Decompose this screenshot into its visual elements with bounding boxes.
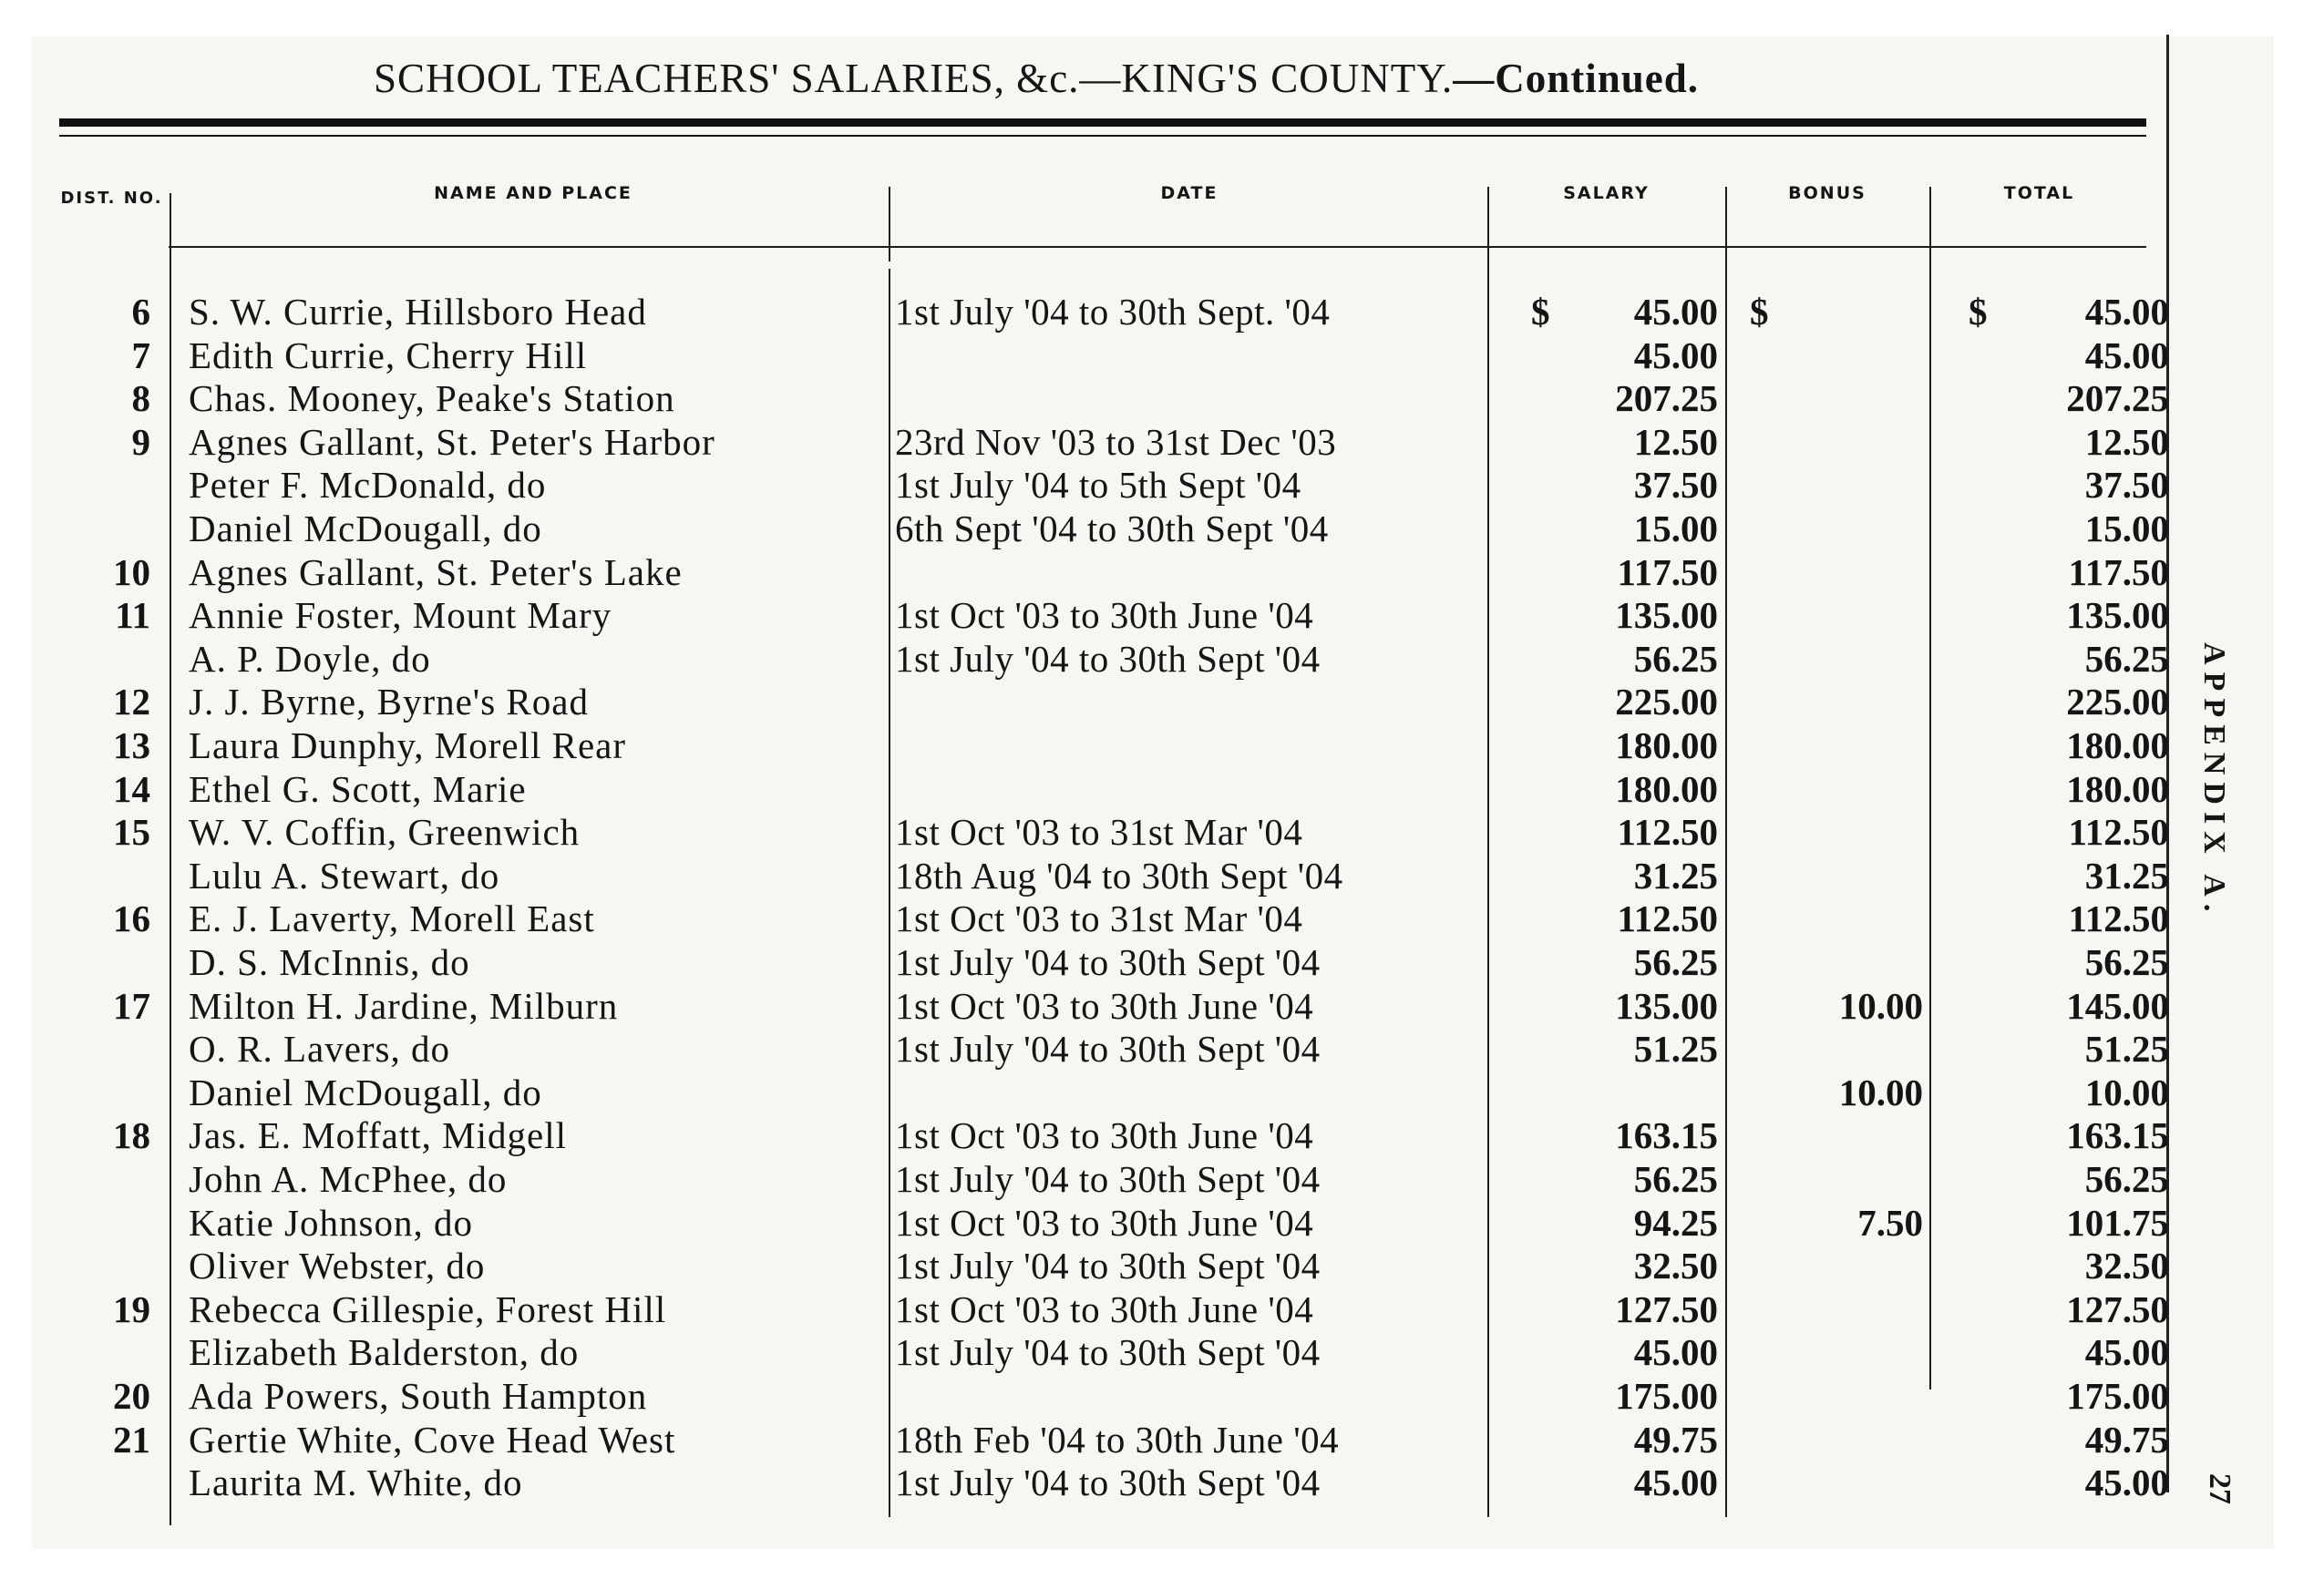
salary-cell: 94.25	[1633, 1201, 1718, 1244]
total-cell: 15.00	[2084, 508, 2169, 549]
salary-cell: 32.50	[1633, 1245, 1718, 1287]
column-header-total: TOTAL	[2003, 183, 2075, 203]
total-cell: 207.25	[2066, 377, 2169, 420]
name-place-cell: O. R. Lavers, do	[189, 1028, 451, 1071]
table-row	[0, 1461, 2324, 1504]
dist-number-cell: 17	[113, 984, 150, 1027]
dist-number-cell: 14	[113, 767, 150, 810]
name-place-cell: Daniel McDougall, do	[189, 508, 542, 549]
date-cell: 1st July '04 to 30th Sept '04	[895, 1331, 1321, 1374]
name-place-cell: Lulu A. Stewart, do	[189, 854, 500, 897]
date-cell: 1st Oct '03 to 31st Mar '04	[895, 811, 1303, 854]
table-row	[0, 1201, 2324, 1245]
salary-cell: 117.50	[1617, 550, 1718, 593]
table-row	[0, 810, 2324, 854]
date-cell: 1st Oct '03 to 30th June '04	[895, 1201, 1314, 1244]
currency-symbol-bonus: $	[1750, 291, 1769, 333]
date-cell: 1st Oct '03 to 31st Mar '04	[895, 897, 1303, 940]
name-place-cell: Jas. E. Moffatt, Midgell	[189, 1114, 567, 1157]
dist-number-cell: 11	[115, 594, 150, 637]
name-place-cell: Ada Powers, South Hampton	[189, 1375, 648, 1417]
name-place-cell: Edith Currie, Cherry Hill	[189, 333, 588, 376]
salary-cell: 56.25	[1633, 637, 1718, 680]
table-row	[0, 1071, 2324, 1114]
page-number: 27	[2203, 1473, 2237, 1504]
header-bottom-rule	[169, 246, 2146, 248]
salary-cell: 207.25	[1615, 377, 1718, 420]
column-divider-name-header	[889, 187, 890, 262]
salary-cell: 112.50	[1617, 811, 1718, 854]
table-row	[0, 1027, 2324, 1071]
table-row	[0, 637, 2324, 681]
salary-cell: 56.25	[1633, 941, 1718, 983]
total-cell: 163.15	[2066, 1114, 2169, 1157]
date-cell: 1st July '04 to 30th Sept '04	[895, 1245, 1321, 1287]
table-row	[0, 333, 2324, 377]
name-place-cell: Peter F. McDonald, do	[189, 464, 547, 507]
total-cell: 45.00	[2084, 1331, 2169, 1374]
salary-cell: 135.00	[1615, 984, 1718, 1027]
name-place-cell: E. J. Laverty, Morell East	[189, 897, 595, 940]
total-cell: 145.00	[2066, 984, 2169, 1027]
total-cell: 45.00	[2084, 333, 2169, 376]
table-row	[0, 723, 2324, 767]
title-main: SCHOOL TEACHERS' SALARIES, &c.—KING'S COUNTY.	[374, 56, 1454, 101]
name-place-cell: Agnes Gallant, St. Peter's Lake	[189, 550, 683, 593]
total-cell: 56.25	[2084, 637, 2169, 680]
dist-number-cell: 6	[131, 291, 150, 333]
table-row	[0, 550, 2324, 594]
salary-cell: 37.50	[1633, 464, 1718, 507]
column-header-bonus: BONUS	[1788, 183, 1866, 203]
total-cell: 112.50	[2068, 897, 2169, 940]
total-cell: 56.25	[2084, 941, 2169, 983]
dist-number-cell: 15	[113, 811, 150, 854]
salary-cell: 45.00	[1633, 1461, 1718, 1504]
total-cell: 31.25	[2084, 854, 2169, 897]
date-cell: 1st July '04 to 30th Sept. '04	[895, 291, 1331, 333]
name-place-cell: Rebecca Gillespie, Forest Hill	[189, 1287, 667, 1330]
name-place-cell: Annie Foster, Mount Mary	[189, 594, 612, 637]
table-row	[0, 940, 2324, 984]
table-row	[0, 463, 2324, 507]
name-place-cell: John A. McPhee, do	[189, 1158, 508, 1200]
salary-cell: 180.00	[1615, 767, 1718, 810]
date-cell: 18th Aug '04 to 30th Sept '04	[895, 854, 1343, 897]
bonus-cell: 10.00	[1838, 984, 1923, 1027]
total-cell: 117.50	[2068, 550, 2169, 593]
date-cell: 1st Oct '03 to 30th June '04	[895, 1287, 1314, 1330]
total-cell: 45.00	[2084, 291, 2169, 333]
total-cell: 32.50	[2084, 1245, 2169, 1287]
table-row	[0, 1287, 2324, 1331]
name-place-cell: Elizabeth Balderston, do	[189, 1331, 580, 1374]
name-place-cell: S. W. Currie, Hillsboro Head	[189, 291, 647, 333]
dist-number-cell: 10	[113, 550, 150, 593]
salary-cell: 51.25	[1633, 1028, 1718, 1071]
salary-cell: 56.25	[1633, 1158, 1718, 1200]
salary-cell: 175.00	[1615, 1375, 1718, 1417]
name-place-cell: Milton H. Jardine, Milburn	[189, 984, 619, 1027]
name-place-cell: Agnes Gallant, St. Peter's Harbor	[189, 420, 715, 463]
column-header-dist: DIST. NO.	[60, 189, 163, 208]
date-cell: 1st Oct '03 to 30th June '04	[895, 1114, 1314, 1157]
bonus-cell: 10.00	[1838, 1071, 1923, 1113]
total-cell: 12.50	[2084, 420, 2169, 463]
table-row	[0, 984, 2324, 1028]
salary-cell: 45.00	[1633, 333, 1718, 376]
name-place-cell: Katie Johnson, do	[189, 1201, 473, 1244]
salary-cell: 12.50	[1633, 420, 1718, 463]
column-header-salary: SALARY	[1563, 183, 1650, 203]
table-row	[0, 680, 2324, 723]
dist-number-cell: 21	[113, 1418, 150, 1461]
table-row	[0, 1374, 2324, 1418]
total-cell: 101.75	[2066, 1201, 2169, 1244]
date-cell: 1st July '04 to 30th Sept '04	[895, 1028, 1321, 1071]
header-rule-thick	[59, 118, 2146, 127]
salary-cell: 163.15	[1615, 1114, 1718, 1157]
salary-cell: 135.00	[1615, 594, 1718, 637]
dist-number-cell: 13	[113, 724, 150, 766]
date-cell: 23rd Nov '03 to 31st Dec '03	[895, 420, 1337, 463]
column-header-name: NAME AND PLACE	[434, 183, 632, 203]
salary-cell: 127.50	[1615, 1287, 1718, 1330]
dist-number-cell: 9	[131, 420, 150, 463]
total-cell: 127.50	[2066, 1287, 2169, 1330]
table-row	[0, 290, 2324, 333]
dist-number-cell: 16	[113, 897, 150, 940]
bonus-cell: 7.50	[1857, 1201, 1923, 1244]
table-row	[0, 897, 2324, 940]
date-cell: 1st July '04 to 30th Sept '04	[895, 1461, 1321, 1504]
total-cell: 175.00	[2066, 1375, 2169, 1417]
salary-cell: 49.75	[1633, 1418, 1718, 1461]
table-row	[0, 767, 2324, 811]
salary-cell: 225.00	[1615, 681, 1718, 723]
total-cell: 51.25	[2084, 1028, 2169, 1071]
name-place-cell: J. J. Byrne, Byrne's Road	[189, 681, 589, 723]
total-cell: 180.00	[2066, 724, 2169, 766]
name-place-cell: A. P. Doyle, do	[189, 637, 431, 680]
dist-number-cell: 19	[113, 1287, 150, 1330]
table-row	[0, 1418, 2324, 1461]
table-row	[0, 376, 2324, 420]
table-row	[0, 1244, 2324, 1287]
table-row	[0, 1330, 2324, 1374]
dist-number-cell: 18	[113, 1114, 150, 1157]
name-place-cell: Gertie White, Cove Head West	[189, 1418, 676, 1461]
date-cell: 1st July '04 to 5th Sept '04	[895, 464, 1301, 507]
name-place-cell: Oliver Webster, do	[189, 1245, 486, 1287]
date-cell: 6th Sept '04 to 30th Sept '04	[895, 508, 1329, 549]
name-place-cell: Laura Dunphy, Morell Rear	[189, 724, 627, 766]
salary-cell: 31.25	[1633, 854, 1718, 897]
page-title	[374, 55, 1699, 102]
dist-number-cell: 20	[113, 1375, 150, 1417]
title-continued: —Continued.	[1453, 56, 1700, 101]
salary-cell: 45.00	[1633, 291, 1718, 333]
dist-number-cell: 12	[113, 681, 150, 723]
salary-cell: 15.00	[1633, 508, 1718, 549]
table-row	[0, 507, 2324, 550]
header-rule-thin	[59, 135, 2146, 137]
name-place-cell: Daniel McDougall, do	[189, 1071, 542, 1113]
dist-number-cell: 7	[131, 333, 150, 376]
name-place-cell: Ethel G. Scott, Marie	[189, 767, 527, 810]
salary-cell: 112.50	[1617, 897, 1718, 940]
currency-symbol-salary: $	[1531, 291, 1550, 333]
name-place-cell: Laurita M. White, do	[189, 1461, 523, 1504]
table-row	[0, 1113, 2324, 1157]
total-cell: 180.00	[2066, 767, 2169, 810]
salary-cell: 180.00	[1615, 724, 1718, 766]
table-row	[0, 420, 2324, 464]
dist-number-cell: 8	[131, 377, 150, 420]
column-header-date: DATE	[1160, 183, 1219, 203]
total-cell: 135.00	[2066, 594, 2169, 637]
date-cell: 1st July '04 to 30th Sept '04	[895, 1158, 1321, 1200]
date-cell: 18th Feb '04 to 30th June '04	[895, 1418, 1340, 1461]
table-row	[0, 854, 2324, 897]
date-cell: 1st Oct '03 to 30th June '04	[895, 594, 1314, 637]
total-cell: 112.50	[2068, 811, 2169, 854]
date-cell: 1st July '04 to 30th Sept '04	[895, 941, 1321, 983]
name-place-cell: D. S. McInnis, do	[189, 941, 470, 983]
table-row	[0, 1157, 2324, 1201]
name-place-cell: W. V. Coffin, Greenwich	[189, 811, 581, 854]
currency-symbol-total: $	[1969, 291, 1988, 333]
total-cell: 225.00	[2066, 681, 2169, 723]
total-cell: 10.00	[2084, 1071, 2169, 1113]
salary-cell: 45.00	[1633, 1331, 1718, 1374]
total-cell: 56.25	[2084, 1158, 2169, 1200]
table-row	[0, 593, 2324, 637]
total-cell: 37.50	[2084, 464, 2169, 507]
appendix-label: APPENDIX A.	[2197, 642, 2231, 919]
name-place-cell: Chas. Mooney, Peake's Station	[189, 377, 675, 420]
date-cell: 1st July '04 to 30th Sept '04	[895, 637, 1321, 680]
date-cell: 1st Oct '03 to 30th June '04	[895, 984, 1314, 1027]
total-cell: 45.00	[2084, 1461, 2169, 1504]
total-cell: 49.75	[2084, 1418, 2169, 1461]
